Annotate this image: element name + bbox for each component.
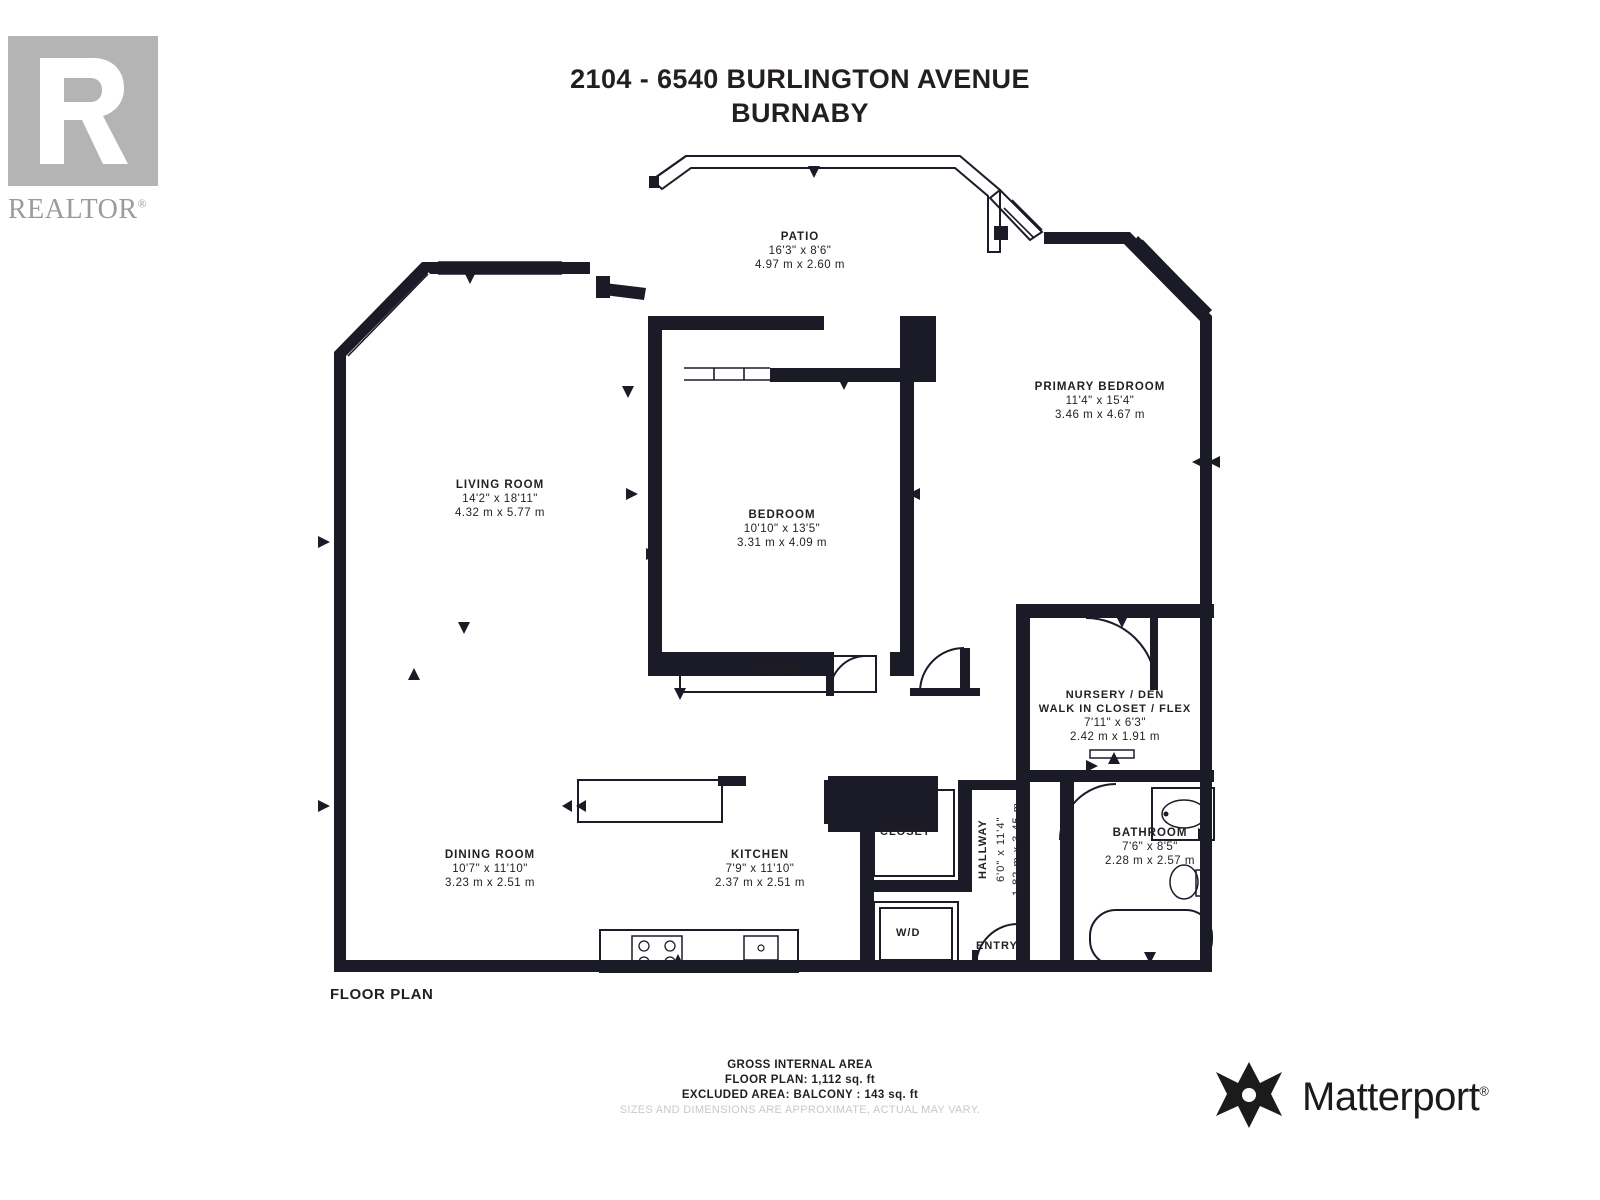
footer-disclaimer: SIZES AND DIMENSIONS ARE APPROXIMATE, ACTUAL MAY VARY. (619, 1104, 981, 1116)
room-name-bathroom: BATHROOM (1112, 827, 1188, 839)
room-name-nursery-den: NURSERY / DEN (1065, 689, 1165, 701)
matterport-logo-mark (1210, 1058, 1288, 1136)
matterport-logo (1210, 1058, 1488, 1136)
matterport-logo-text (1302, 1075, 1488, 1120)
room-label-nursery-den (1005, 688, 1225, 744)
room-dim-metric-kitchen: 2.37 m x 2.51 m (715, 877, 805, 889)
room-label-bedroom (692, 508, 872, 550)
room-name-kitchen: KITCHEN (730, 849, 790, 861)
room-label-living-room (400, 478, 600, 520)
room-dim-hallway-metric (1010, 774, 1024, 924)
room-dim-imperial-hallway: 6'0" x 11'4" (995, 816, 1007, 882)
label-laundry: W/D (896, 927, 921, 939)
room-name-primary-bedroom: PRIMARY BEDROOM (1034, 381, 1166, 393)
realtor-word: REALTOR (8, 194, 138, 225)
room-dim-imperial-patio: 16'3" x 8'6" (768, 245, 832, 257)
room-name-bedroom: BEDROOM (748, 509, 816, 521)
matterport-word: Matterport (1302, 1074, 1480, 1119)
footer-excluded-area: EXCLUDED AREA: BALCONY : 143 sq. ft (681, 1089, 919, 1101)
room-dim-imperial-bathroom: 7'6" x 8'5" (1122, 841, 1178, 853)
room-dim-metric-bedroom: 3.31 m x 4.09 m (737, 537, 827, 549)
room-label-hallway (976, 784, 990, 914)
room-dim-imperial-dining-room: 10'7" x 11'10" (452, 863, 528, 875)
realtor-trademark: ® (137, 196, 148, 211)
room-label-patio (720, 230, 880, 272)
floor-plan-caption: FLOOR PLAN (330, 986, 434, 1003)
room-dim-hallway (994, 774, 1008, 924)
room-name-living-room: LIVING ROOM (455, 479, 545, 491)
floor-plan-drawing (300, 140, 1280, 1000)
room-label-primary-bedroom (1000, 380, 1200, 422)
room-dim-metric-bathroom: 2.28 m x 2.57 m (1105, 855, 1195, 867)
room-dim-metric-patio: 4.97 m x 2.60 m (755, 259, 845, 271)
room-dim-imperial-living-room: 14'2" x 18'11" (462, 493, 538, 505)
room-dim-metric-dining-room: 3.23 m x 2.51 m (445, 877, 535, 889)
room-label-dining-room (390, 848, 590, 890)
title-city: BURNABY (731, 98, 869, 128)
room-dim-metric-living-room: 4.32 m x 5.77 m (455, 507, 545, 519)
room-label-kitchen (670, 848, 850, 890)
room-dim-imperial-primary-bedroom: 11'4" x 15'4" (1065, 395, 1135, 407)
page-title (0, 62, 1600, 130)
room-dim-imperial-nursery-den: 7'11" x 6'3" (1084, 717, 1146, 729)
title-address: 2104 - 6540 BURLINGTON AVENUE (570, 64, 1030, 94)
label-closet-hall: CLOSET (880, 826, 931, 838)
room-name-patio: PATIO (780, 231, 820, 243)
room-name-hallway: HALLWAY (977, 819, 989, 879)
room-name-dining-room: DINING ROOM (444, 849, 536, 861)
realtor-logo-text (8, 194, 193, 226)
label-entry: ENTRY (976, 940, 1018, 952)
room-dim-metric-nursery-den: 2.42 m x 1.91 m (1070, 731, 1160, 743)
room-label-bathroom (1060, 826, 1240, 868)
label-closet-bedroom: CLOSET (752, 664, 803, 676)
footer-gross-area-label: GROSS INTERNAL AREA (727, 1059, 873, 1071)
room-dim-imperial-bedroom: 10'10" x 13'5" (743, 523, 821, 535)
footer-floor-plan-area: FLOOR PLAN: 1,112 sq. ft (724, 1074, 876, 1086)
room-dim-metric-primary-bedroom: 3.46 m x 4.67 m (1055, 409, 1145, 421)
room-dim-imperial-kitchen: 7'9" x 11'10" (725, 863, 795, 875)
room-name-nursery-den-alt: WALK IN CLOSET / FLEX (1038, 703, 1192, 715)
room-dim-metric-hallway: 1.82 m x 3.45 m (1011, 802, 1023, 896)
matterport-trademark: ® (1479, 1083, 1489, 1099)
